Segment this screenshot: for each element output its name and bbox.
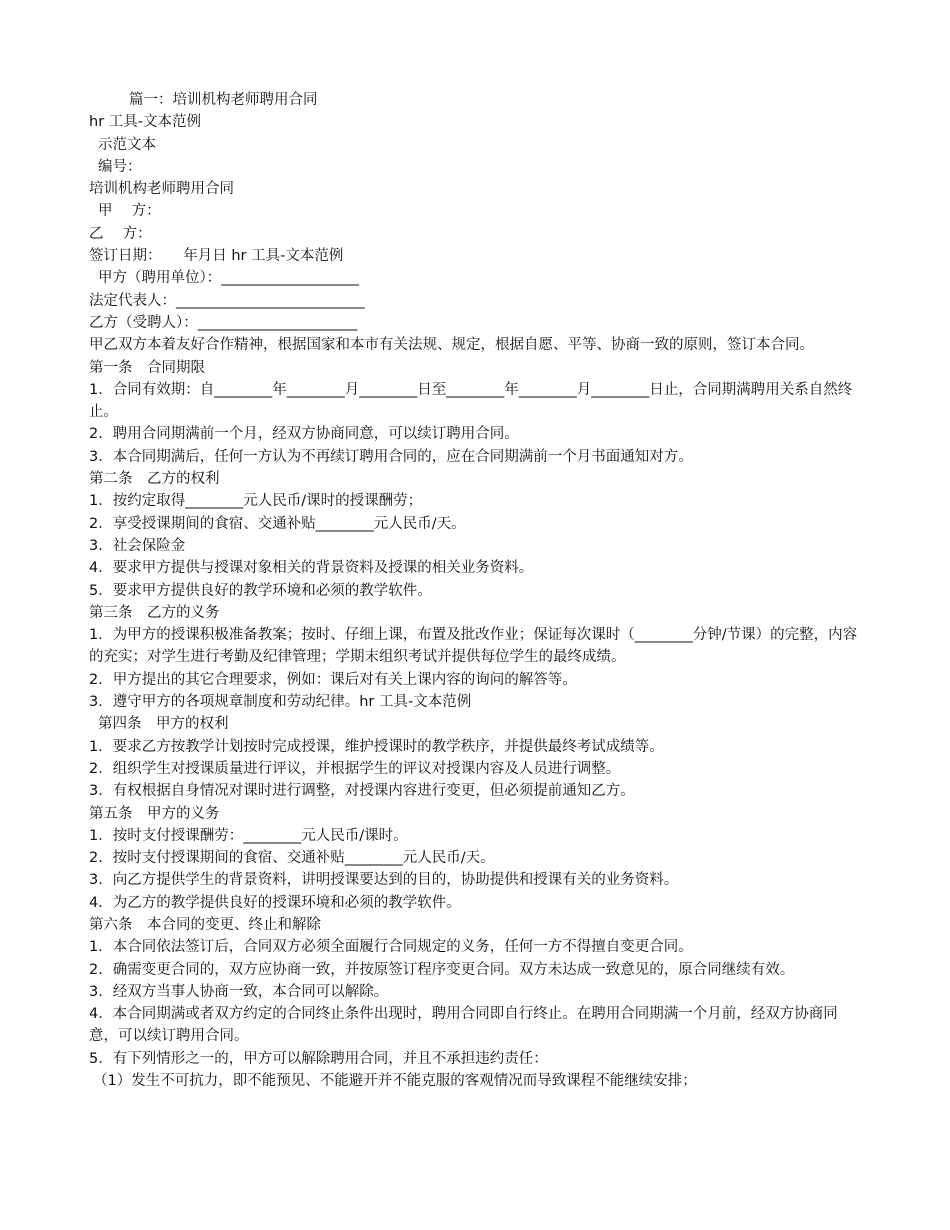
document-line: 甲方（聘用单位）：___________________ [98,270,359,287]
document-line: 1．按约定取得________元人民币/课时的授课酬劳； [89,493,423,510]
document-line: 法定代表人：__________________________ [89,292,365,309]
document-line: 5．要求甲方提供良好的教学环境和必须的教学软件。 [89,582,432,599]
document-line: 2．确需变更合同的，双方应协商一致，并按原签订程序变更合同。双方未达成一致意见的，原合同继续有效。 [89,961,795,978]
document-line: 乙 方： [89,225,152,242]
document-line: 3．向乙方提供学生的背景资料，讲明授课要达到的目的，协助提供和授课有关的业务资料。 [89,872,679,889]
document-line: 甲 方： [98,203,161,220]
document-line: 3．经双方当事人协商一致，本合同可以解除。 [89,983,389,1000]
document-line: 1．合同有效期：自________年________月________日至________年________月________日止，合同期满聘用关系自然终止。 [89,381,853,421]
document-line: 4．要求甲方提供与授课对象相关的背景资料及授课的相关业务资料。 [89,560,534,577]
document-line: 4．为乙方的教学提供良好的授课环境和必须的教学软件。 [89,894,461,911]
document-line: 2．聘用合同期满前一个月，经双方协商同意，可以续订聘用合同。 [89,426,519,443]
document-line: 2．按时支付授课期间的食宿、交通补贴________元人民币/天。 [89,850,495,867]
document-line: 5．有下列情形之一的，甲方可以解除聘用合同，并且不承担违约责任： [89,1050,548,1067]
document-line: 示范文本 [98,136,156,153]
document-line: 第一条 合同期限 [89,359,205,376]
document-line: 3．社会保险金 [89,537,186,554]
document-line: 1．要求乙方按教学计划按时完成授课，维护授课时的教学秩序，并提供最终考试成绩等。 [89,738,664,755]
document-line: 1．按时支付授课酬劳：________元人民币/课时。 [89,827,408,844]
document-line: 3．遵守甲方的各项规章制度和劳动纪律。hr 工具-文本范例 [89,694,472,711]
document-line: 培训机构老师聘用合同 [89,181,234,198]
contract-text [89,89,861,1092]
document-line: hr 工具-文本范例 [89,114,201,131]
document-line: 第三条 乙方的义务 [89,604,220,621]
document-line: 3．有权根据自身情况对课时进行调整，对授课内容进行变更，但必须提前通知乙方。 [89,783,635,800]
document-line: 乙方（受聘人）：______________________ [89,314,358,331]
document-line: 第六条 本合同的变更、终止和解除 [89,916,321,933]
document-line: 1．本合同依法签订后，合同双方必须全面履行合同规定的义务，任何一方不得擅自变更合同。 [89,939,693,956]
document-line: 第五条 甲方的义务 [89,805,220,822]
document-line: 2．享受授课期间的食宿、交通补贴________元人民币/天。 [89,515,466,532]
document-line: 4．本合同期满或者双方约定的合同终止条件出现时，聘用合同即自行终止。在聘用合同期满一个月前，经双方协商同意，可以续订聘用合同。 [89,1006,838,1045]
document-line: 签订日期： 年月日 hr 工具-文本范例 [89,248,344,265]
document-line: （1）发生不可抗力，即不能预见、不能避开并不能克服的客观情况而导致课程不能继续安排； [93,1073,697,1090]
document-line: 2．甲方提出的其它合理要求，例如：课后对有关上课内容的询问的解答等。 [89,671,577,688]
document-line: 编号： [98,158,142,175]
document-line: 篇一：培训机构老师聘用合同 [129,92,318,108]
document-line: 第四条 甲方的权利 [98,716,229,733]
document-line: 2．组织学生对授课质量进行评议，并根据学生的评议对授课内容及人员进行调整。 [89,760,621,777]
document-line: 甲乙双方本着友好合作精神，根据国家和本市有关法规、规定，根据自愿、平等、协商一致的原则，签订本合同。 [89,337,814,354]
document-line: 3．本合同期满后，任何一方认为不再续订聘用合同的，应在合同期满前一个月书面通知对方。 [89,448,693,465]
document-line: 第二条 乙方的权利 [89,471,220,488]
document-line: 1．为甲方的授课积极准备教案；按时、仔细上课，布置及批改作业；保证每次课时（________分钟/节课）的完整，内容的充实；对学生进行考勤及纪律管理；学期末组织考试并提供每位学生的最终成绩。 [89,627,858,666]
